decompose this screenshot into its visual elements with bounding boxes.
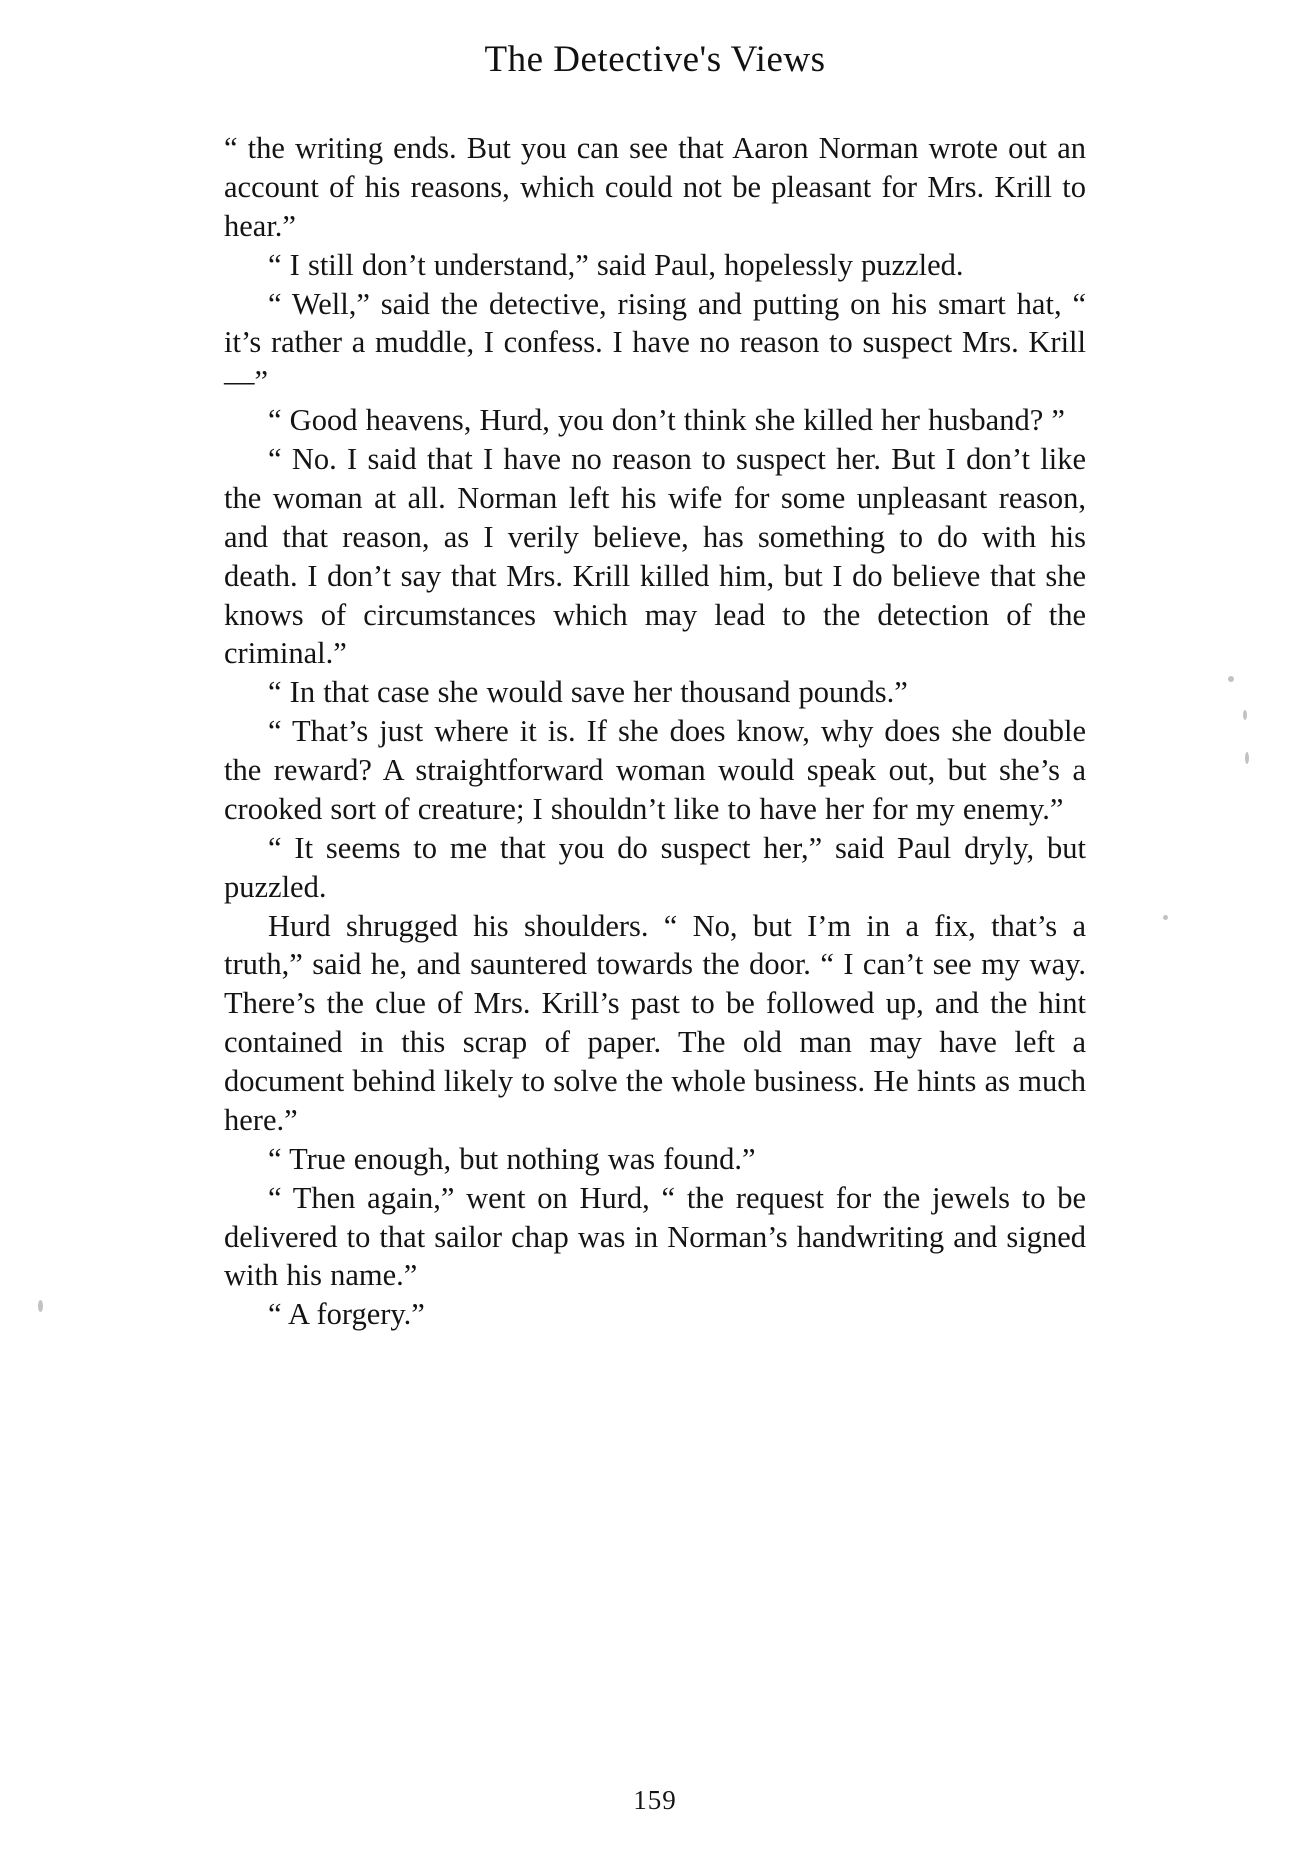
paragraph: “ It seems to me that you do suspect her,” said Paul dryly, but puzzled.	[224, 830, 1086, 904]
paragraph: “ A forgery.”	[268, 1297, 425, 1332]
scan-speck-icon	[1245, 752, 1249, 764]
scan-speck-icon	[1163, 915, 1168, 920]
page-number: 159	[633, 1785, 677, 1815]
scan-speck-icon	[1228, 676, 1234, 682]
scan-speck-icon	[1243, 710, 1247, 720]
paragraph: “ True enough, but nothing was found.”	[268, 1141, 756, 1176]
paragraph: “ I still don’t understand,” said Paul, hopelessly puzzled.	[268, 247, 964, 282]
paragraph: “ Then again,” went on Hurd, “ the request for the jewels to be delivered to that sailor chap was in Norman’s handwriting and signed with his name.”	[224, 1180, 1086, 1293]
paragraph: “ No. I said that I have no reason to suspect her. But I don’t like the woman at all. Norman left his wife for some unpleasant reason, and that reason, as I verily believe, has something to do with his death. I don’t say that Mrs. Krill killed him, but I do believe that she knows of circumstances which may lead to the detection of the criminal.”	[224, 442, 1086, 671]
paragraph: “ In that case she would save her thousand pounds.”	[268, 675, 908, 710]
scan-speck-icon	[38, 1300, 43, 1312]
paragraph: “ Well,” said the detective, rising and putting on his smart hat, “ it’s rather a muddle, I confess. I have no reason to suspect Mrs. Krill—”	[224, 286, 1086, 399]
paragraph: “ That’s just where it is. If she does know, why does she double the reward? A straightforward woman would speak out, but she’s a crooked sort of creature; I shouldn’t like to have her for my enemy.”	[224, 714, 1086, 826]
paragraph: “ Good heavens, Hurd, you don’t think she killed her husband? ”	[268, 403, 1065, 438]
paragraph: “ the writing ends. But you can see that Aaron Norman wrote out an account of his reasons, which could not be pleasant for Mrs. Krill to hear.”	[224, 131, 1086, 243]
body-text-column	[224, 129, 1086, 1334]
page-title: The Detective's Views	[484, 39, 826, 80]
paragraph: Hurd shrugged his shoulders. “ No, but I’m in a fix, that’s a truth,” said he, and sauntered towards the door. “ I can’t see my way. There’s the clue of Mrs. Krill’s past to be followed up, and the hint contained in this scrap of paper. The old man may have left a document behind likely to solve the whole business. He hints as much here.”	[224, 908, 1086, 1137]
